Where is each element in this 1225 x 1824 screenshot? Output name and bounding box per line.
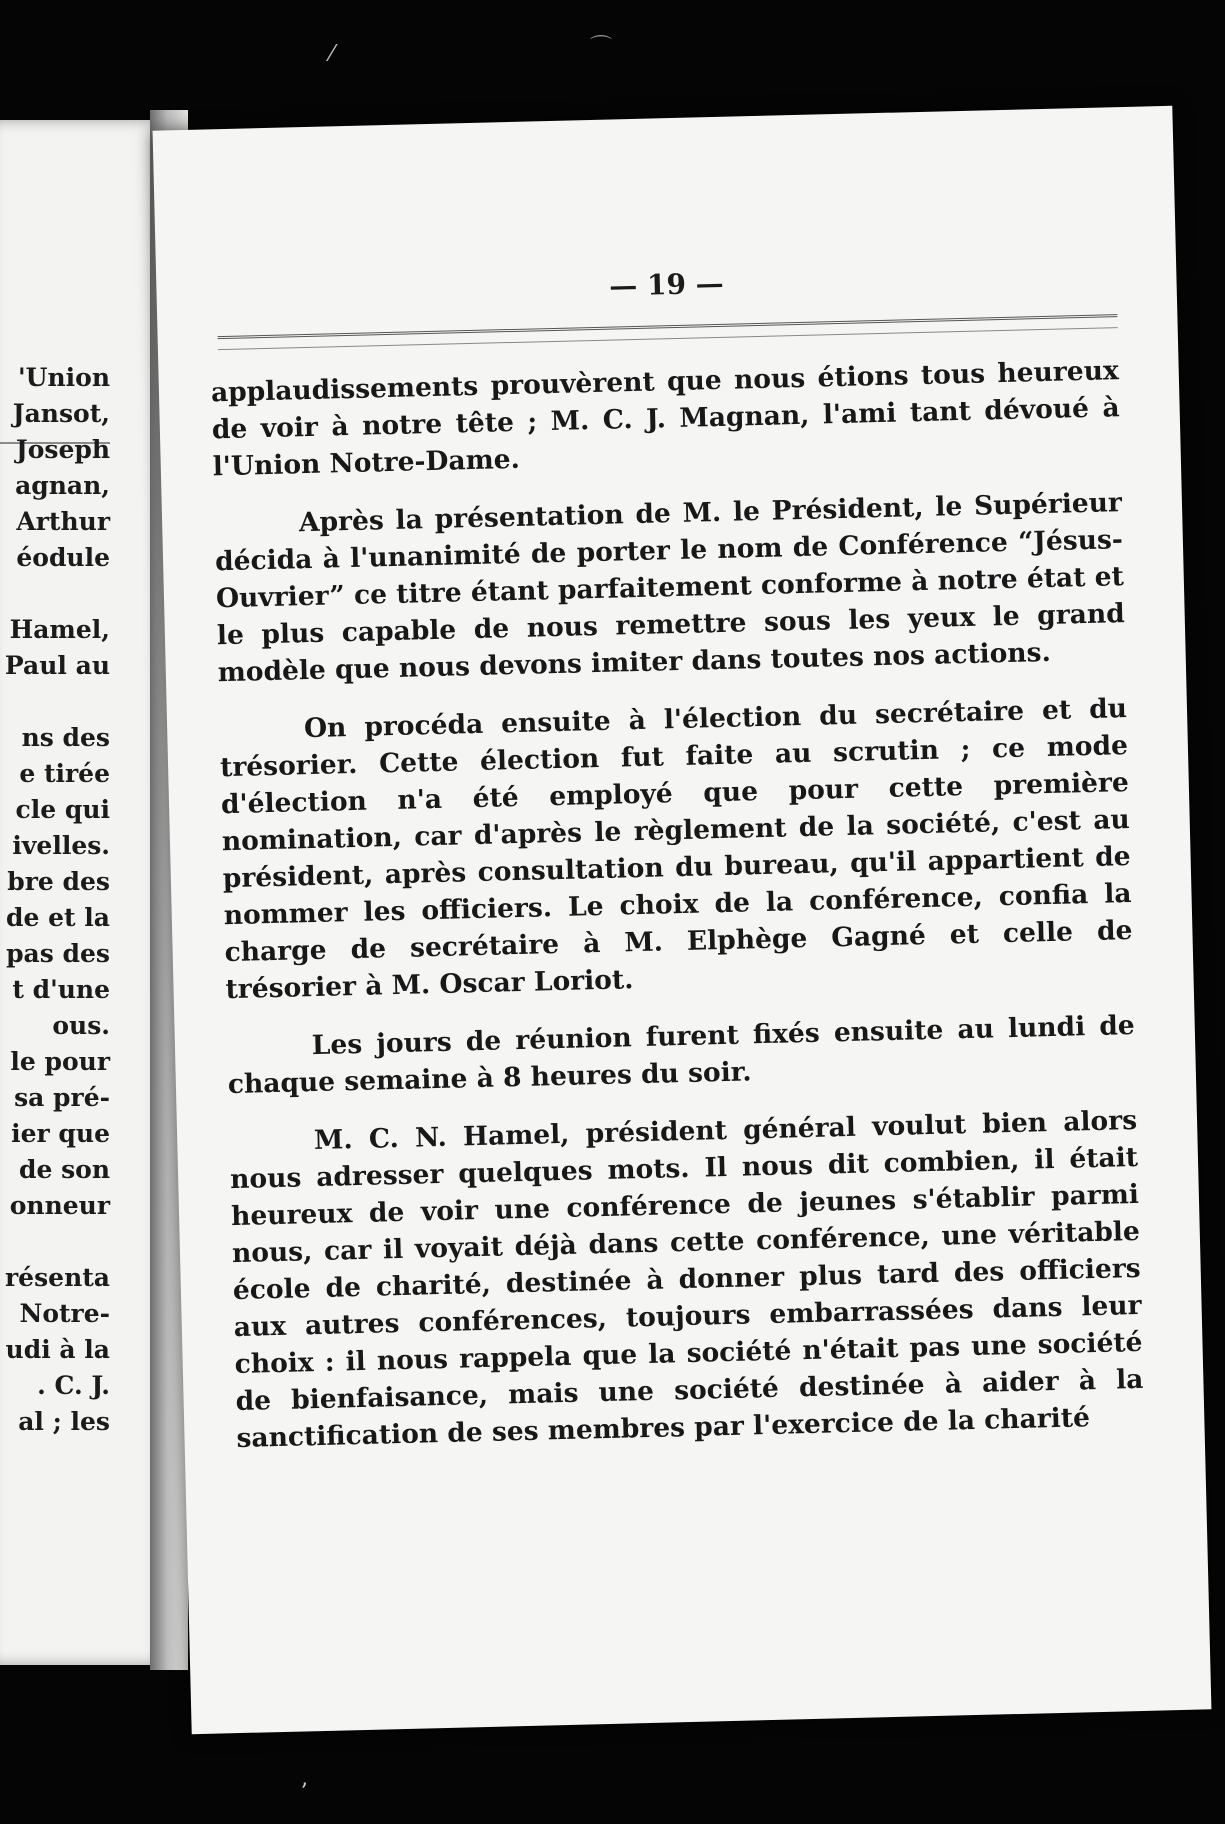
left-page-line: cle qui bbox=[15, 795, 110, 824]
scan-speck: ⁄ bbox=[330, 42, 334, 67]
left-page-line: 'Union bbox=[18, 363, 110, 392]
left-page-line: e tirée bbox=[19, 759, 110, 788]
left-page-line: al ; les bbox=[18, 1407, 110, 1436]
left-page-line: t d'une bbox=[12, 975, 110, 1004]
scan-speck: ʼ bbox=[300, 1780, 307, 1805]
left-page-line: ous. bbox=[52, 1011, 110, 1040]
left-page-line bbox=[5, 684, 110, 720]
left-page-line: résenta bbox=[5, 1263, 110, 1292]
scan-speck: ⌒ bbox=[590, 35, 613, 60]
left-page-line: Jansot, bbox=[12, 399, 110, 428]
left-page-line: ns des bbox=[21, 723, 110, 752]
left-page bbox=[0, 120, 168, 1665]
paragraph: Après la présentation de M. le Président, le Supérieur décida à l'unanimité de porter le nom de Conférence “Jésus-Ouvrier” ce titre étant parfaitement conforme à notre état et le plus capable de nous remettre sous les yeux le grand modèle que nous devons imiter dans toutes nos actions. bbox=[214, 487, 1126, 689]
left-page-line: éodule bbox=[16, 543, 110, 572]
left-page-line: de son bbox=[18, 1155, 110, 1184]
left-page-line: Paul au bbox=[4, 651, 110, 680]
left-page-line: de et la bbox=[6, 903, 110, 932]
left-page-line: . C. J. bbox=[37, 1371, 110, 1400]
left-page-line: udi à la bbox=[5, 1335, 110, 1364]
left-page-line: bre des bbox=[7, 867, 110, 896]
paragraph: Les jours de réunion furent fixés ensuite au lundi de chaque semaine à 8 heures du soir. bbox=[227, 1009, 1136, 1101]
paragraph: On procéda ensuite à l'élection du secrétaire et du trésorier. Cette élection fut faite au scrutin ; ce mode d'élection n'a été employé que pour cette première nomination, car d'après le règlement de la société, c'est au président, après consultation du bureau, qu'il appartient de nommer les officiers. Le choix de la conférence, confia la charge de secrétaire à M. Elphège Gagné et celle de trésorier à M. Oscar Loriot. bbox=[219, 693, 1133, 1006]
left-page-line: Arthur bbox=[16, 507, 110, 536]
left-page-text bbox=[5, 360, 110, 1440]
left-page-line: le pour bbox=[10, 1047, 110, 1076]
left-page-line: ier que bbox=[11, 1119, 110, 1148]
left-page-line: Joseph bbox=[15, 435, 110, 464]
right-page bbox=[153, 106, 1212, 1734]
page-body bbox=[211, 352, 1146, 1478]
left-page-line: pas des bbox=[6, 939, 110, 968]
left-page-line bbox=[5, 1224, 110, 1260]
paragraph: applaudissements prouvèrent que nous étions tous heureux de voir à notre tête ; M. C. J. Magnan, l'ami tant dévoué à l'Union Notre-Dame. bbox=[210, 355, 1120, 483]
left-page-line bbox=[5, 576, 110, 612]
left-page-line: agnan, bbox=[15, 471, 110, 500]
paragraph: M. C. N. Hamel, président général voulut bien alors nous adresser quelques mots. Il nous dit combien, il était heureux de voir une conférence de jeunes s'établir parmi nous, car il voyait déjà dans cette conférence, une véritable école de charité, destinée à donner plus tard des officiers aux autres conférences, toujours embarrassées dans leur choix : il nous rappela que la société n'était pas une société de bienfaisance, mais une société destinée à aider à la sanctification de ses membres par l'exercice de la charité bbox=[229, 1104, 1144, 1455]
left-page-line: sa pré- bbox=[14, 1083, 110, 1112]
left-page-line: ivelles. bbox=[12, 831, 110, 860]
left-page-line: Notre- bbox=[19, 1299, 110, 1328]
left-page-line: Hamel, bbox=[9, 615, 110, 644]
header-rule bbox=[218, 314, 1118, 350]
page-number: — 19 — bbox=[608, 266, 725, 303]
left-page-line: onneur bbox=[9, 1191, 110, 1220]
